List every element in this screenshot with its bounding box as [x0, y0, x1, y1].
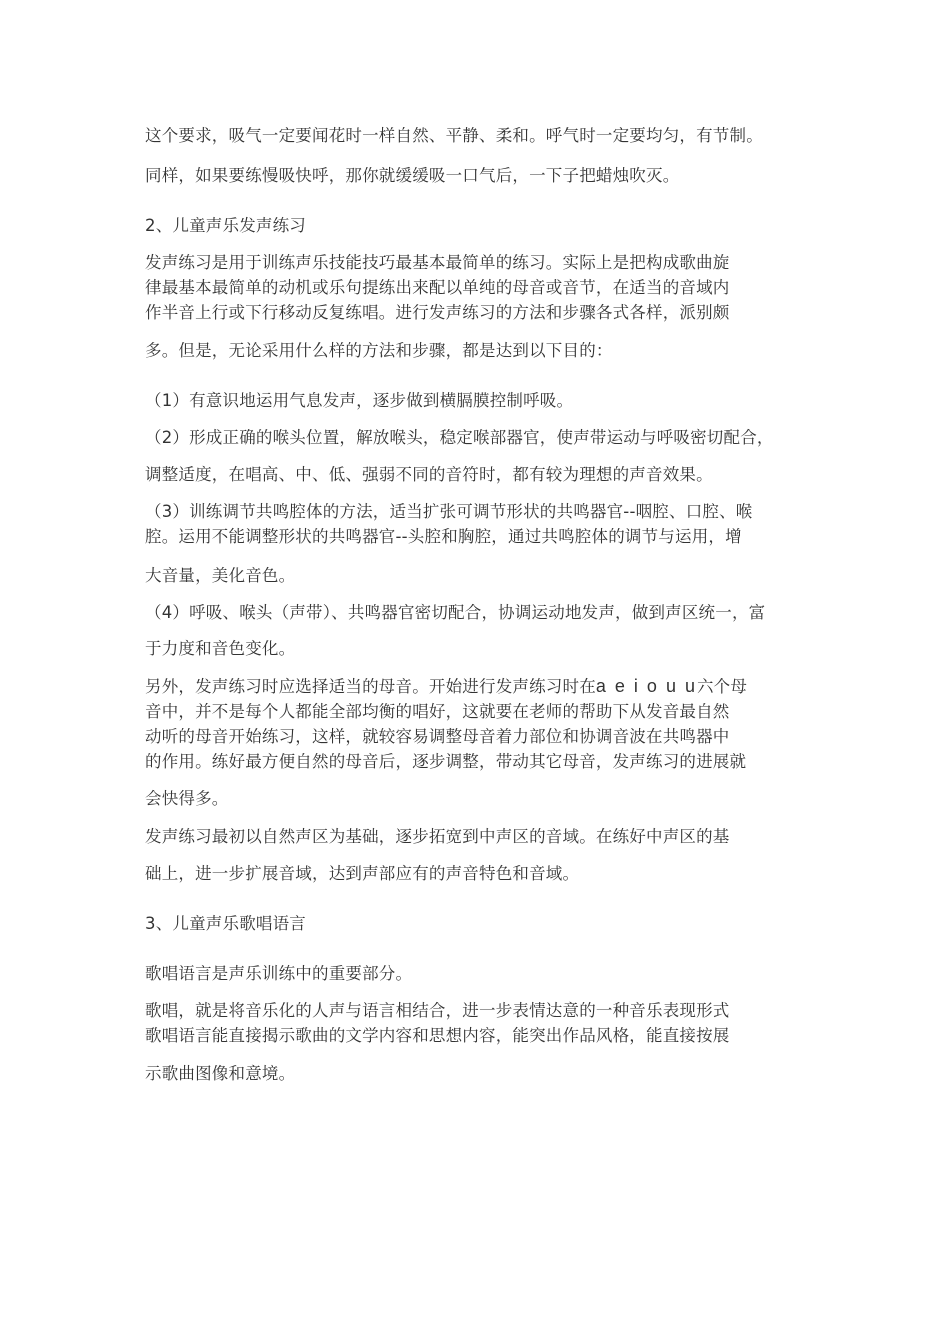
paragraph-line: 于力度和音色变化。	[145, 639, 296, 658]
paragraph-line: 律最基本最简单的动机或乐句提练出来配以单纯的母音或音节，在适当的音域内	[145, 278, 730, 297]
paragraph-line	[145, 674, 815, 699]
paragraph-line: 调整适度，在唱高、中、低、强弱不同的音符时，都有较为理想的声音效果。	[145, 465, 713, 484]
text-segment: 另外，发声练习时应选择适当的母音。开始进行发声练习时在	[145, 677, 596, 696]
paragraph-line: 音中，并不是每个人都能全部均衡的唱好，这就要在老师的帮助下从发音最自然	[145, 702, 730, 721]
list-item: （3）训练调节共鸣腔体的方法，适当扩张可调节形状的共鸣器官--咽腔、口腔、喉	[145, 502, 753, 521]
section-heading: 3、儿童声乐歌唱语言	[145, 914, 306, 933]
paragraph-line: 歌唱，就是将音乐化的人声与语言相结合，进一步表情达意的一种音乐表现形式	[145, 1001, 730, 1020]
paragraph-line: 的作用。练好最方便自然的母音后，逐步调整，带动其它母音，发声练习的进展就	[145, 752, 747, 771]
paragraph-line: 示歌曲图像和意境。	[145, 1064, 296, 1083]
vowels-text: a e i o u u	[595, 676, 697, 696]
paragraph-line: 动听的母音开始练习，这样，就较容易调整母音着力部位和协调音波在共鸣器中	[145, 727, 730, 746]
paragraph-line: 这个要求，吸气一定要闻花时一样自然、平静、柔和。呼气时一定要均匀，有节制。	[145, 126, 763, 145]
paragraph-line: 同样，如果要练慢吸快呼，那你就缓缓吸一口气后，一下子把蜡烛吹灭。	[145, 166, 680, 185]
paragraph-line: 歌唱语言能直接揭示歌曲的文学内容和思想内容，能突出作品风格，能直接按展	[145, 1026, 730, 1045]
paragraph-line: 多。但是，无论采用什么样的方法和步骤，都是达到以下目的：	[145, 341, 613, 360]
text-segment: 六个母	[696, 677, 748, 696]
paragraph-line: 作半音上行或下行移动反复练唱。进行发声练习的方法和步骤各式各样，派别颇	[145, 303, 730, 322]
paragraph-line: 大音量，美化音色。	[145, 566, 296, 585]
paragraph-line: 会快得多。	[145, 789, 229, 808]
paragraph-line: 歌唱语言是声乐训练中的重要部分。	[145, 964, 413, 983]
paragraph-line: 发声练习最初以自然声区为基础，逐步拓宽到中声区的音域。在练好中声区的基	[145, 827, 730, 846]
paragraph-line: 础上，进一步扩展音域，达到声部应有的声音特色和音域。	[145, 864, 580, 883]
paragraph-line: 腔。运用不能调整形状的共鸣器官--头腔和胸腔，通过共鸣腔体的调节与运用，增	[145, 527, 742, 546]
list-item: （1）有意识地运用气息发声，逐步做到横膈膜控制呼吸。	[145, 391, 574, 410]
paragraph-line: 发声练习是用于训练声乐技能技巧最基本最简单的练习。实际上是把构成歌曲旋	[145, 253, 730, 272]
section-heading: 2、儿童声乐发声练习	[145, 216, 306, 235]
list-item: （2）形成正确的喉头位置，解放喉头，稳定喉部器官，使声带运动与呼吸密切配合，	[145, 428, 774, 447]
list-item: （4）呼吸、喉头（声带）、共鸣器官密切配合，协调运动地发声，做到声区统一，富	[145, 603, 766, 622]
